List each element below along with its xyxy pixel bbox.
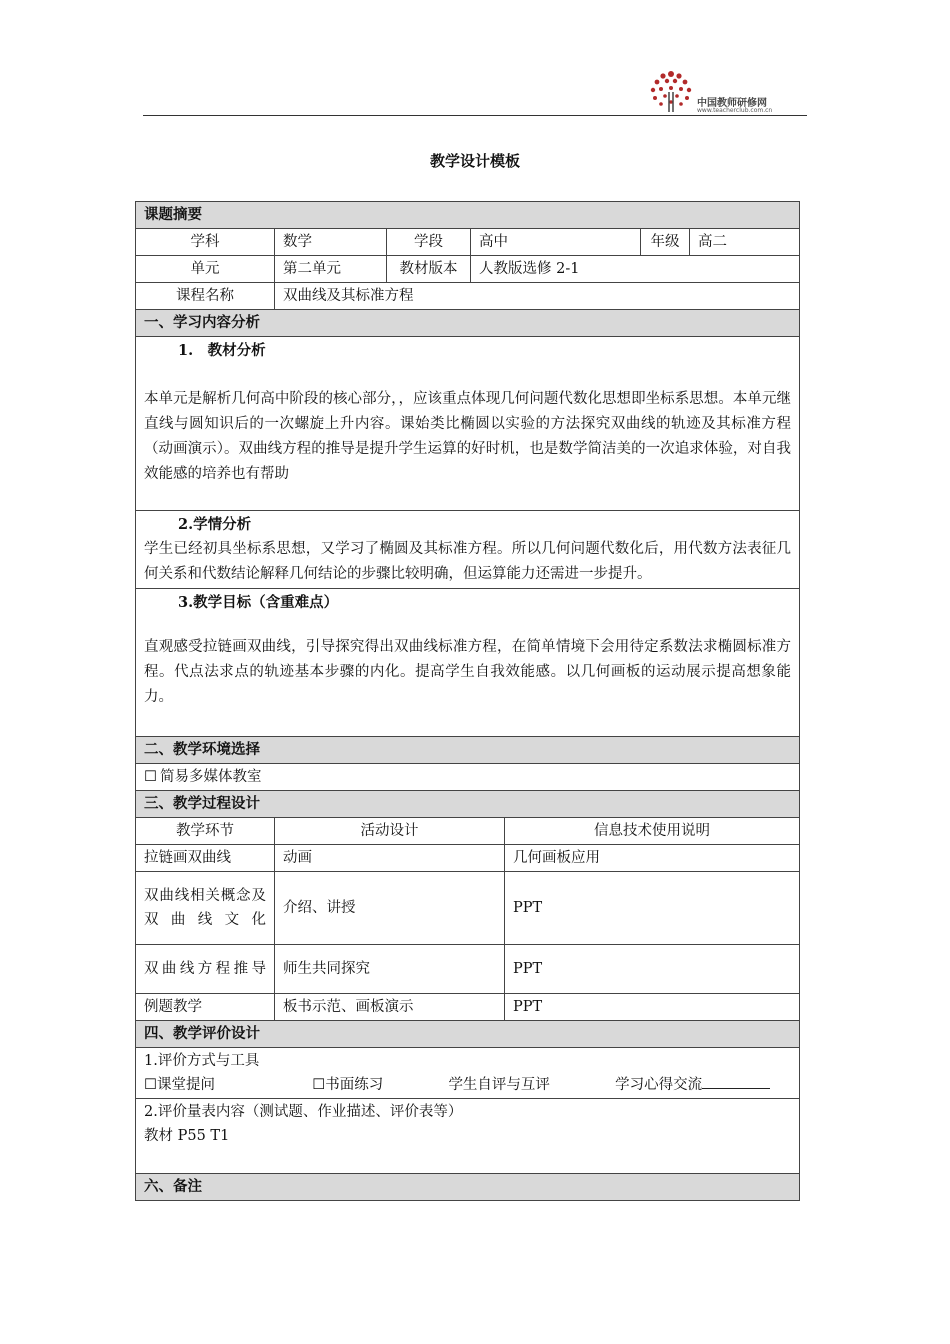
logo-dots-icon — [647, 68, 695, 114]
column-header: 教学环节 — [136, 818, 275, 845]
header-rule — [143, 115, 807, 116]
activity-cell: 师生共同探究 — [275, 945, 505, 994]
logo-url: www.teacherclub.com.cn — [697, 107, 773, 114]
environment-heading: 二、教学环境选择 — [136, 737, 800, 764]
process-heading: 三、教学过程设计 — [136, 791, 800, 818]
evaluation-scale-row — [136, 1099, 800, 1174]
goal-text: 直观感受拉链画双曲线，引导探究得出双曲线标准方程，在简单情境下会用待定系数法求椭圆标准方程。代点法求点的轨迹基本步骤的内化。提高学生自我效能感。以几何画板的运动展示提高想象能力。 — [144, 639, 791, 705]
stage-cell: 拉链画双曲线 — [136, 845, 275, 872]
learner-analysis-row — [136, 511, 800, 589]
evaluation-scale-label: 2.评价量表内容（测试题、作业描述、评价表等） — [144, 1104, 463, 1120]
tech-cell: 几何画板应用 — [505, 845, 800, 872]
material-text: 本单元是解析几何高中阶段的核心部分，，应该重点体现几何问题代数化思想即坐标系思想。本单元继直线与圆知识后的一次螺旋上升内容。课始类比椭圆以实验的方法探究双曲线的轨迹及其标准方程（动画演示）。双曲线方程的推导是提升学生运算的好时机，也是数学简洁美的一次追求体验，对自我效能感的培养也有帮助 — [144, 391, 791, 482]
page-header — [143, 60, 807, 116]
table-row — [136, 845, 800, 872]
environment-heading-row — [136, 737, 800, 764]
summary-heading: 课题摘要 — [136, 202, 800, 229]
course-value: 双曲线及其标准方程 — [275, 283, 800, 310]
evaluation-scale-value: 教材 P55 T1 — [144, 1128, 230, 1144]
option-self-peer-review: 学生自评与互评 — [448, 1077, 550, 1093]
unit-value: 第二单元 — [275, 256, 387, 283]
analysis-heading-row — [136, 310, 800, 337]
material-heading: 1. 教材分析 — [178, 342, 266, 359]
stage-cell: 双曲线相关概念及双曲线文化 — [136, 872, 275, 945]
summary-heading-row — [136, 202, 800, 229]
subject-value: 数学 — [275, 229, 387, 256]
summary-row-unit — [136, 256, 800, 283]
document-title: 教学设计模板 — [429, 152, 520, 170]
goal-row — [136, 589, 800, 737]
material-analysis-row — [136, 337, 800, 511]
environment-option-row — [136, 764, 800, 791]
notes-heading-row — [136, 1174, 800, 1201]
process-header-row — [136, 818, 800, 845]
unit-label: 单元 — [136, 256, 275, 283]
evaluation-method-row — [136, 1048, 800, 1099]
environment-checkbox[interactable]: ☐ — [144, 769, 157, 785]
activity-cell: 介绍、讲授 — [275, 872, 505, 945]
evaluation-heading: 四、教学评价设计 — [136, 1021, 800, 1048]
column-header: 信息技术使用说明 — [505, 818, 800, 845]
summary-row-subject — [136, 229, 800, 256]
environment-option: 简易多媒体教室 — [160, 769, 262, 785]
tech-cell: PPT — [505, 945, 800, 994]
option-learning-exchange: 学习心得交流 — [615, 1077, 703, 1093]
table-row — [136, 994, 800, 1021]
table-row — [136, 945, 800, 994]
stage-cell: 双曲线方程推导 — [136, 945, 275, 994]
analysis-heading: 一、学习内容分析 — [136, 310, 800, 337]
course-label: 课程名称 — [136, 283, 275, 310]
summary-row-course — [136, 283, 800, 310]
stage-value: 高中 — [471, 229, 641, 256]
site-logo — [647, 68, 797, 114]
option-checkbox[interactable]: ☐ — [144, 1077, 157, 1093]
edition-value: 人教版选修 2-1 — [471, 256, 800, 283]
option-written-exercises: 书面练习 — [325, 1077, 384, 1093]
evaluation-options — [144, 1073, 791, 1097]
grade-value: 高二 — [690, 229, 800, 256]
activity-cell: 动画 — [275, 845, 505, 872]
goal-heading: 3.教学目标（含重难点） — [178, 594, 339, 611]
learner-heading: 2.学情分析 — [178, 516, 252, 533]
tech-cell: PPT — [505, 872, 800, 945]
activity-cell: 板书示范、画板演示 — [275, 994, 505, 1021]
evaluation-heading-row — [136, 1021, 800, 1048]
column-header: 活动设计 — [275, 818, 505, 845]
notes-heading: 六、备注 — [136, 1174, 800, 1201]
option-classroom-questions: 课堂提问 — [157, 1077, 215, 1093]
tech-cell: PPT — [505, 994, 800, 1021]
option-checkbox[interactable]: ☐ — [312, 1077, 326, 1093]
table-row — [136, 872, 800, 945]
stage-cell: 例题教学 — [136, 994, 275, 1021]
blank-underline — [702, 1074, 770, 1089]
process-heading-row — [136, 791, 800, 818]
subject-label: 学科 — [136, 229, 275, 256]
edition-label: 教材版本 — [387, 256, 471, 283]
stage-label: 学段 — [387, 229, 471, 256]
design-template-table — [135, 201, 800, 1201]
grade-label: 年级 — [641, 229, 690, 256]
learner-text: 学生已经初具坐标系思想，又学习了椭圆及其标准方程。所以几何问题代数化后，用代数方法表征几何关系和代数结论解释几何结论的步骤比较明确，但运算能力还需进一步提升。 — [144, 541, 791, 582]
logo-name: 中国教师研修网 — [697, 98, 767, 109]
evaluation-method-label: 1.评价方式与工具 — [144, 1053, 260, 1069]
